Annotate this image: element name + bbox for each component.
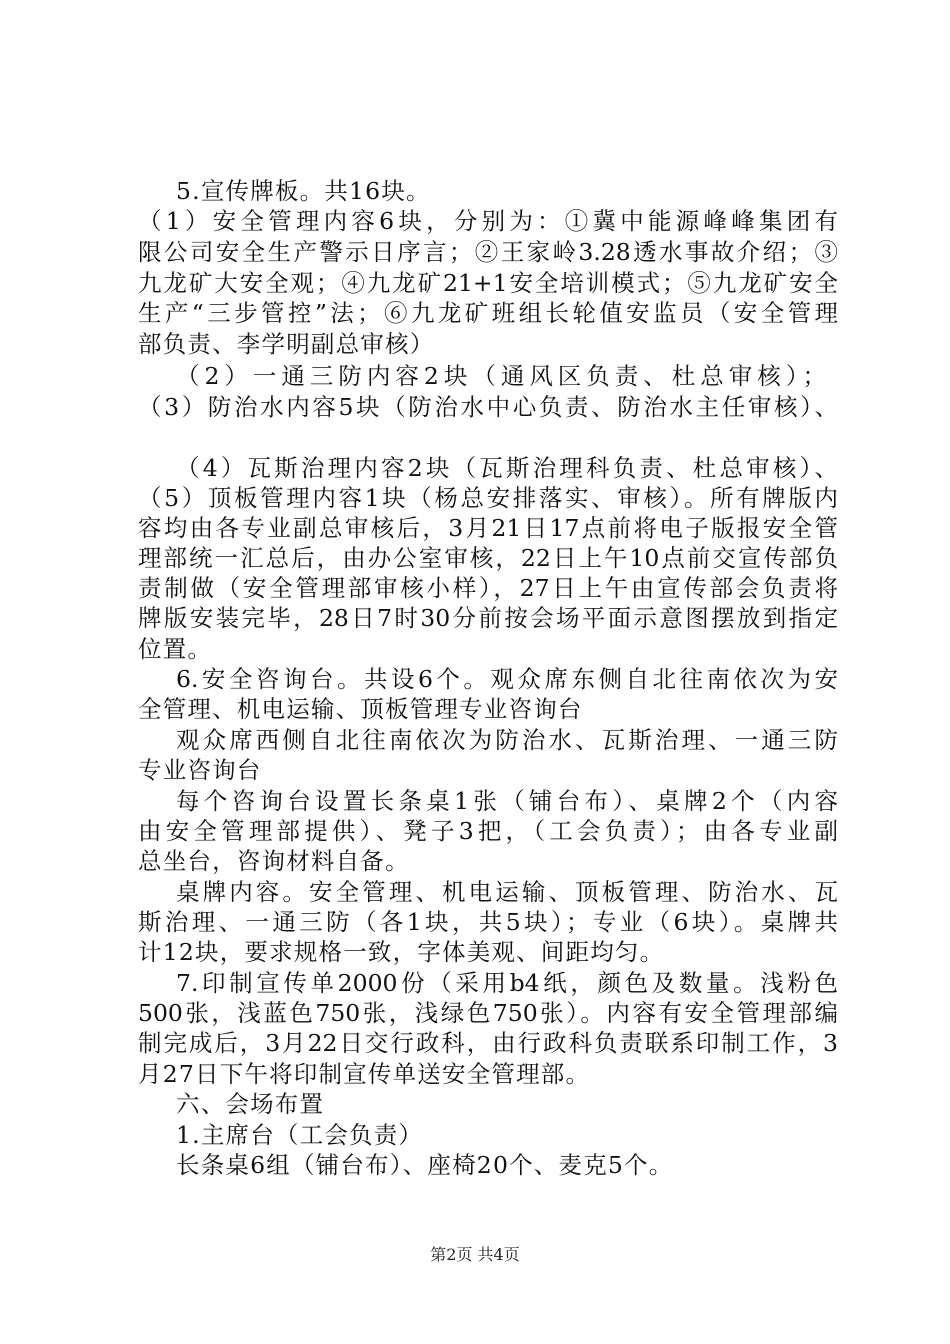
text-line: 计12块，要求规格一致，字体美观、间距均匀。 xyxy=(138,938,665,966)
page-footer: 第2页 共4页 xyxy=(430,1245,520,1264)
text-line: 6.安全咨询台。共设6个。观众席东侧自北往南依次为安 xyxy=(176,665,838,693)
text-line: 理部统一汇总后，由办公室审核，22日上午10点前交宣传部负 xyxy=(138,544,838,572)
text-line: 牌版安装完毕，28日7时30分前按会场平面示意图摆放到指定 xyxy=(138,604,838,632)
text-line: 部负责、李学明副总审核） xyxy=(138,330,435,358)
text-line: 总坐台，咨询材料自备。 xyxy=(138,847,410,875)
text-line: 由安全管理部提供）、凳子3把，（工会负责）；由各专业副 xyxy=(138,817,838,845)
text-line: 月27日下午将印制宣传单送安全管理部。 xyxy=(138,1060,591,1088)
text-line: （4）瓦斯治理内容2块（瓦斯治理科负责、杜总审核）、 xyxy=(176,454,838,482)
text-line: 位置。 xyxy=(138,635,213,663)
text-line: 每个咨询台设置长条桌1张（铺台布）、桌牌2个（内容 xyxy=(176,787,838,815)
text-line: （5）顶板管理内容1块（杨总安排落实、审核）。所有牌版内 xyxy=(138,484,838,512)
text-line: 长条桌6组（铺台布）、座椅20个、麦克5个。 xyxy=(176,1151,674,1179)
subsection-heading: 1.主席台（工会负责） xyxy=(176,1121,424,1149)
text-line: 7.印制宣传单2000份（采用b4纸，颜色及数量。浅粉色 xyxy=(176,969,838,997)
text-line: 500张，浅蓝色750张，浅绿色750张）。内容有安全管理部编 xyxy=(138,999,838,1027)
text-line: （3）防治水内容5块（防治水中心负责、防治水主任审核）、 xyxy=(138,393,838,421)
text-line: 责制做（安全管理部审核小样），27日上午由宣传部会负责将 xyxy=(138,574,838,602)
text-line: 生产“三步管控”法；⑥九龙矿班组长轮值安监员（安全管理 xyxy=(138,299,838,327)
text-line: （2）一通三防内容2块（通风区负责、杜总审核）； xyxy=(176,362,826,390)
text-line: 5.宣传牌板。共16块。 xyxy=(176,177,431,205)
text-line: 限公司安全生产警示日序言；②王家岭3.28透水事故介绍；③ xyxy=(138,238,838,266)
text-line: 容均由各专业副总审核后，3月21日17点前将电子版报安全管 xyxy=(138,514,838,542)
text-line: 桌牌内容。安全管理、机电运输、顶板管理、防治水、瓦 xyxy=(176,878,838,906)
text-line: 观众席西侧自北往南依次为防治水、瓦斯治理、一通三防 xyxy=(176,726,838,754)
text-line: 九龙矿大安全观；④九龙矿21+1安全培训模式；⑤九龙矿安全 xyxy=(138,269,838,297)
text-line: 全管理、机电运输、顶板管理专业咨询台 xyxy=(138,695,583,723)
section-heading: 六、会场布置 xyxy=(176,1090,325,1118)
text-line: 专业咨询台 xyxy=(138,756,262,784)
text-line: （1）安全管理内容6块，分别为：①冀中能源峰峰集团有 xyxy=(138,207,838,235)
text-line: 制完成后，3月22日交行政科，由行政科负责联系印制工作，3 xyxy=(138,1029,838,1057)
text-line: 斯治理、一通三防（各1块，共5块）；专业（6块）。桌牌共 xyxy=(138,908,838,936)
